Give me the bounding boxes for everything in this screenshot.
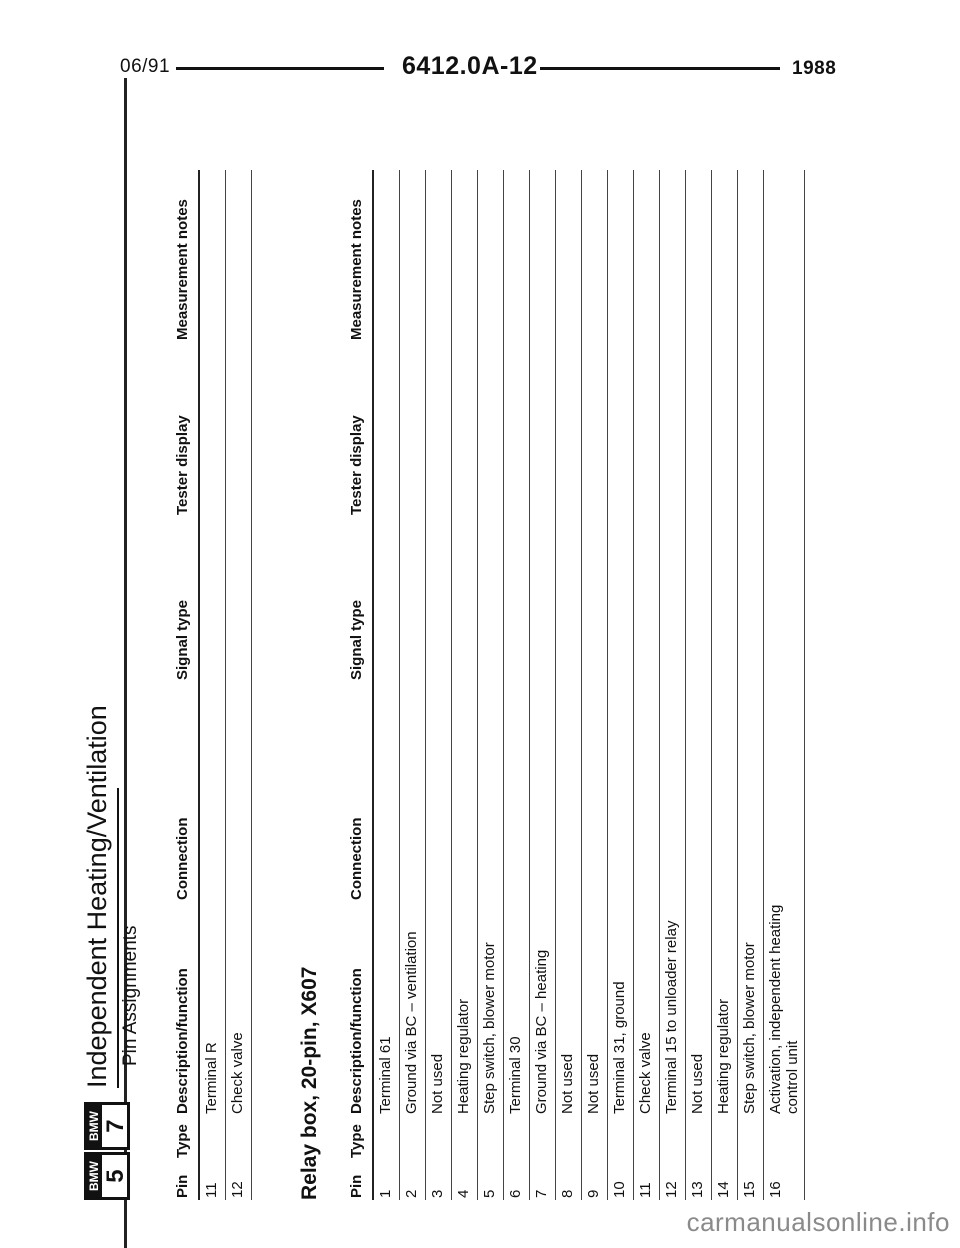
page-title: Independent Heating/Ventilation (82, 705, 112, 1088)
table-row (530, 170, 556, 1200)
col-type: Type (348, 1124, 365, 1158)
header-year: 1988 (792, 58, 837, 79)
pin-table-1 (172, 170, 252, 1200)
page-subtitle: Pin Assignments (120, 925, 141, 1066)
table-row (608, 170, 634, 1200)
col-measurement-notes: Measurement notes (174, 199, 191, 340)
col-type: Type (174, 1124, 191, 1158)
table-row (712, 170, 738, 1200)
pin-number: 3 (429, 1189, 446, 1198)
pin-number: 8 (559, 1189, 576, 1198)
pin-description: Terminal 31, ground (611, 981, 628, 1114)
col-measurement-notes: Measurement notes (348, 199, 365, 340)
table-row (400, 170, 426, 1200)
pin-description: Not used (585, 1053, 602, 1114)
logo-series: 5 (102, 1169, 129, 1183)
pin-description: Ground via BC – ventilation (403, 931, 420, 1114)
pin-description: Terminal 15 to unloader relay (663, 920, 680, 1114)
col-signal-type: Signal type (174, 599, 191, 680)
pin-description: Not used (689, 1053, 706, 1114)
pin-number: 7 (533, 1189, 550, 1198)
table-header (346, 170, 372, 1200)
table-row (660, 170, 686, 1200)
col-description: Description/function (348, 968, 365, 1114)
pin-number: 14 (715, 1181, 732, 1198)
header-rule-left (176, 67, 384, 70)
col-signal-type: Signal type (348, 599, 365, 680)
bmw-5-logo (84, 1152, 130, 1200)
col-pin: Pin (174, 1174, 191, 1198)
pin-description: Terminal 30 (507, 1036, 524, 1114)
header-rule-right (540, 67, 780, 70)
pin-description: Step switch, blower motor (741, 942, 758, 1114)
table-row (426, 170, 452, 1200)
pin-number: 15 (741, 1181, 758, 1198)
pin-description: Not used (429, 1053, 446, 1114)
pin-number: 12 (663, 1181, 680, 1198)
pin-description: Heating regulator (455, 998, 472, 1114)
table-row (452, 170, 478, 1200)
table-row (226, 170, 252, 1200)
col-connection: Connection (174, 817, 191, 900)
table-row (764, 170, 805, 1200)
pin-description: Terminal 61 (377, 1036, 394, 1114)
table-row (556, 170, 582, 1200)
rotated-page-content (80, 120, 820, 1200)
title-underline (117, 788, 119, 1088)
pin-number: 5 (481, 1189, 498, 1198)
table-row (582, 170, 608, 1200)
table-row (634, 170, 660, 1200)
col-pin: Pin (348, 1174, 365, 1198)
pin-number: 1 (377, 1189, 394, 1198)
pin-number: 16 (767, 1181, 784, 1198)
table-row (478, 170, 504, 1200)
pin-number: 10 (611, 1181, 628, 1198)
table-row (504, 170, 530, 1200)
table-row (374, 170, 400, 1200)
pin-description: Not used (559, 1053, 576, 1114)
table-row (738, 170, 764, 1200)
table-row (686, 170, 712, 1200)
section-title: Relay box, 20-pin, X607 (298, 966, 321, 1200)
logo-brand: BMW (87, 1105, 102, 1147)
pin-number: 12 (229, 1181, 246, 1198)
pin-number: 11 (203, 1182, 220, 1198)
header-doc-number: 6412.0A-12 (402, 52, 538, 80)
col-connection: Connection (348, 817, 365, 900)
header-date: 06/91 (120, 56, 171, 77)
logo-series: 7 (102, 1119, 129, 1133)
model-logos (84, 1102, 130, 1200)
pin-number: 4 (455, 1189, 472, 1198)
pin-number: 13 (689, 1181, 706, 1198)
watermark: carmanualsonline.info (686, 1207, 950, 1237)
col-tester-display: Tester display (348, 415, 365, 515)
table-row (200, 170, 226, 1200)
pin-number: 9 (585, 1189, 602, 1198)
bmw-7-logo (84, 1102, 130, 1150)
col-description: Description/function (174, 968, 191, 1114)
page-header (0, 52, 960, 82)
pin-number: 2 (403, 1189, 420, 1198)
logo-brand: BMW (87, 1155, 102, 1197)
pin-number: 6 (507, 1189, 524, 1198)
pin-description: Terminal R (203, 1042, 220, 1114)
pin-description: Activation, independent heating control unit (767, 904, 801, 1114)
pin-description: Heating regulator (715, 998, 732, 1114)
pin-description: Check valve (229, 1032, 246, 1114)
pin-description: Ground via BC – heating (533, 949, 550, 1114)
pin-description: Check valve (637, 1032, 654, 1114)
col-tester-display: Tester display (174, 415, 191, 515)
pin-description: Step switch, blower motor (481, 942, 498, 1114)
table-header (172, 170, 198, 1200)
pin-number: 11 (637, 1182, 654, 1198)
pin-table-2 (346, 170, 805, 1200)
